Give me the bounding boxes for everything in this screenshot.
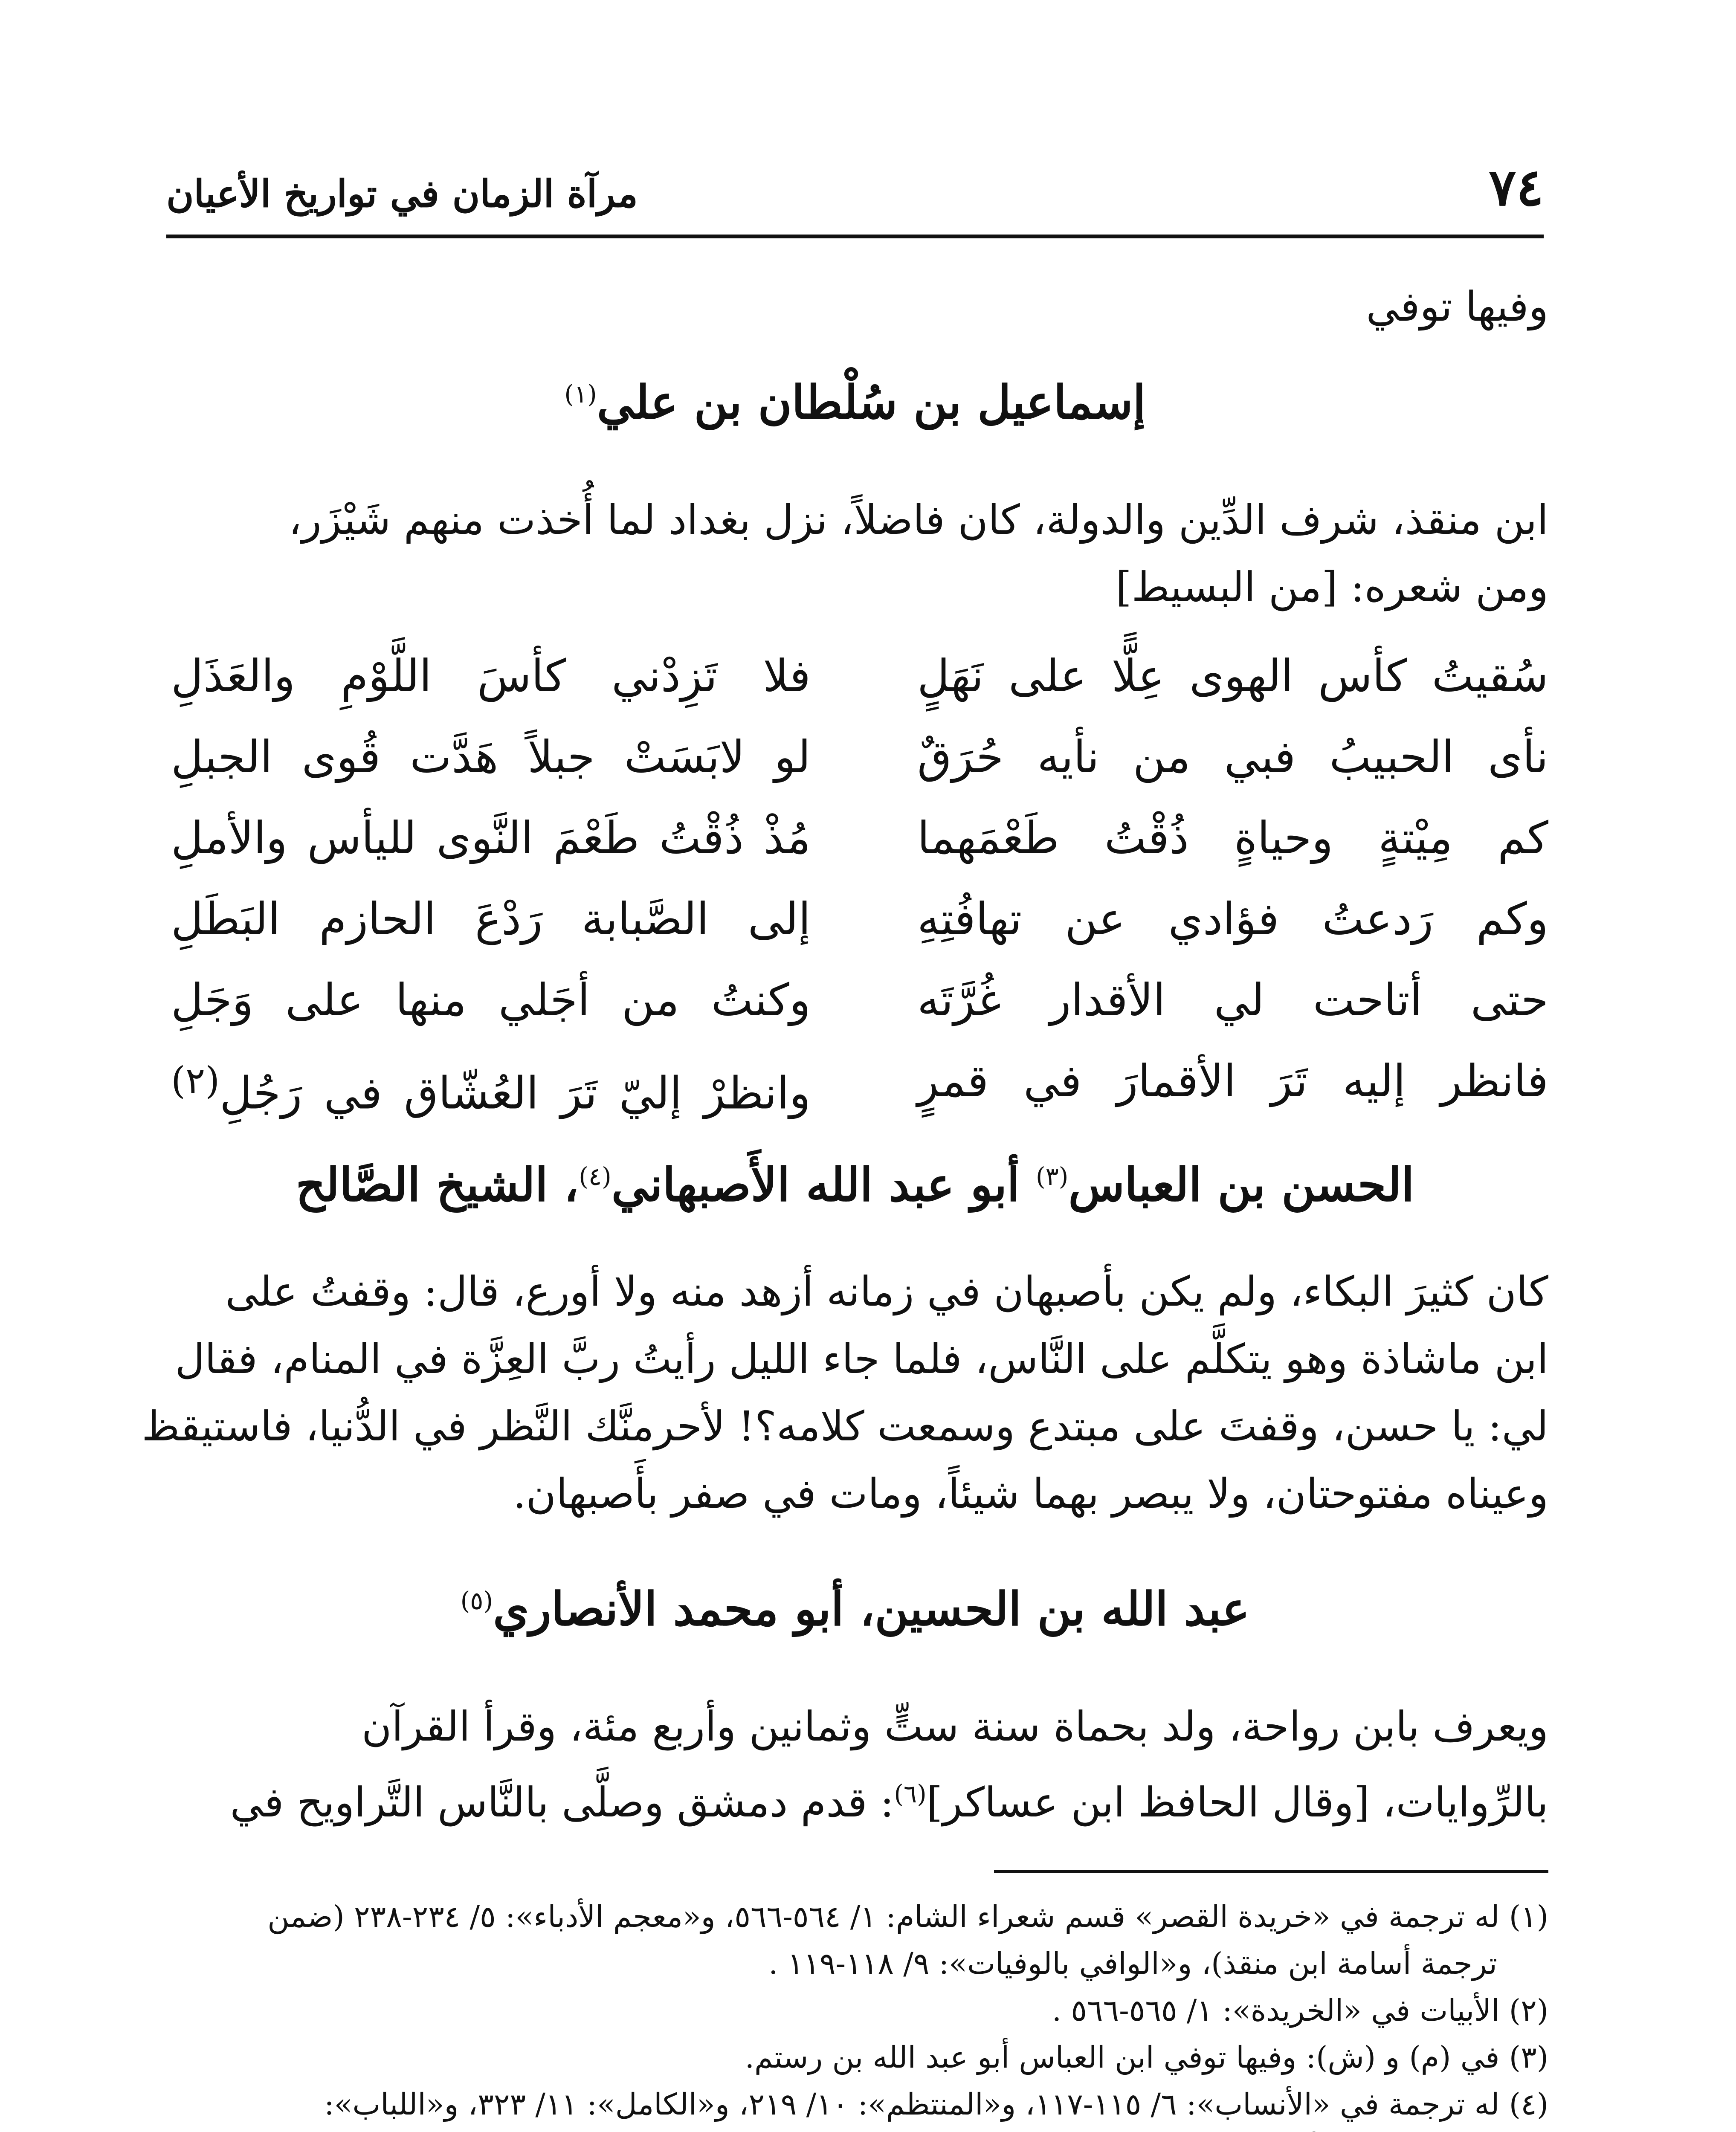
entry1-heading-text: إسماعيل بن سُلْطان بن علي xyxy=(597,376,1146,429)
entry3-heading-text: عبد الله بن الحسين، أبو محمد الأنصاري xyxy=(493,1582,1250,1636)
entry1-heading xyxy=(166,375,1544,431)
entry2-heading-name: الحسن بن العباس xyxy=(1068,1158,1414,1212)
entry2-body-line: ابن ماشاذة وهو يتكلَّم على النَّاس، فلما جاء الليل رأيتُ ربَّ العِزَّة في المنام، فقال xyxy=(175,1335,1548,1383)
verse-second-hemistich: إلى الصَّبابة رَدْعَ الحازم البَطَلِ xyxy=(171,893,811,945)
footnote-line: (٢) الأبيات في «الخريدة»: ١/ ٥٦٥-٥٦٦ . xyxy=(1052,1993,1548,2028)
page-number: ٧٤ xyxy=(1489,157,1544,217)
verse-second-hemistich: وكنتُ من أجَلي منها على وَجَلِ xyxy=(171,974,811,1026)
footnote-ref-2: (٢) xyxy=(171,1060,220,1102)
verse-first-hemistich: كم مِيْتةٍ وحياةٍ ذُقْتُ طَعْمَهما xyxy=(917,812,1548,864)
entry3-body xyxy=(192,1693,1548,1836)
footnote-line: (٤) له ترجمة في «الأنساب»: ٦/ ١١٥-١١٧، و«المنتظم»: ١٠/ ٢١٩، و«الكامل»: ١١/ ٣٢٣، و«اللباب»: xyxy=(324,2087,1548,2122)
verse-line xyxy=(171,883,1548,955)
entry1-body-line: ومن شعره: [من البسيط] xyxy=(1116,563,1548,611)
footnotes xyxy=(184,1893,1548,2132)
entry1-body-line: ابن منقذ، شرف الدِّين والدولة، كان فاضلاً، نزل بغداد لما أُخذت منهم شَيْزَر، xyxy=(288,496,1548,544)
intro-line: وفيها توفي xyxy=(1366,283,1548,330)
footnote-ref-3: (٣) xyxy=(1035,1162,1069,1191)
entry2-heading xyxy=(166,1158,1544,1213)
entry2-body-line: كان كثيرَ البكاء، ولم يكن بأصبهان في زمانه أزهد منه ولا أورع، قال: وقفتُ على xyxy=(225,1268,1548,1315)
footnote-ref-6: (٦) xyxy=(894,1779,927,1808)
verse-line xyxy=(171,721,1548,793)
verse-second-hemistich: لو لابَسَتْ جبلاً هَدَّت قُوى الجبلِ xyxy=(171,731,811,783)
header-divider xyxy=(166,235,1544,238)
footnote-ref-5: (٥) xyxy=(460,1586,493,1615)
footnote-line: ترجمة أسامة ابن منقذ)، و«الوافي بالوفيات»: ٩/ ١١٨-١١٩ . xyxy=(768,1946,1497,1981)
entry2-body-line: وعيناه مفتوحتان، ولا يبصر بهما شيئاً، ومات في صفر بأَصبهان. xyxy=(513,1470,1548,1518)
verse-line xyxy=(171,964,1548,1036)
footnote-divider xyxy=(994,1870,1548,1873)
book-title: مرآة الزمان في تواريخ الأعيان xyxy=(166,171,638,216)
verse-second-hemistich: مُذْ ذُقْتُ طَعْمَ النَّوى لليأس والأملِ xyxy=(171,812,811,864)
verse-line xyxy=(171,640,1548,712)
entry2-heading-kunya: أبو عبد الله الأَصبهاني xyxy=(611,1158,1020,1212)
verse-second-hemistich: فلا تَزِدْني كأسَ اللَّوْمِ والعَذَلِ xyxy=(171,650,811,702)
verse-first-hemistich: وكم رَدعتُ فؤادي عن تهافُتِهِ xyxy=(917,893,1548,945)
verse-first-hemistich: سُقيتُ كأس الهوى عِلًّا على نَهَلٍ xyxy=(917,650,1548,702)
footnote-line: (٣) في (م) و (ش): وفيها توفي ابن العباس أبو عبد الله بن رستم. xyxy=(745,2040,1548,2075)
footnote-line xyxy=(184,2128,1548,2132)
running-header xyxy=(166,158,1544,235)
verse-line xyxy=(171,1045,1548,1117)
entry3-heading xyxy=(166,1582,1544,1637)
entry3-body-line: ويعرف بابن رواحة، ولد بحماة سنة ستٍّ وثمانين وأربع مئة، وقرأ القرآن xyxy=(362,1703,1548,1750)
entry2-heading-title: ، الشيخ الصَّالح xyxy=(296,1158,579,1212)
verse-first-hemistich: حتى أتاحت لي الأقدار غُرَّتَه xyxy=(917,974,1548,1026)
footnote-ref-4: (٤) xyxy=(579,1162,612,1191)
entry2-body-line: لي: يا حسن، وقفتَ على مبتدع وسمعت كلامه؟! لأحرمنَّك النَّظر في الدُّنيا، فاستيقظ xyxy=(142,1402,1548,1450)
footnote-line: (١) له ترجمة في «خريدة القصر» قسم شعراء الشام: ١/ ٥٦٤-٥٦٦، و«معجم الأدباء»: ٥/ ٢٣٤-٢٣٨ (ضمن xyxy=(267,1899,1548,1934)
verse-second-hemistich: وانظرْ إليّ تَرَ العُشّاق في رَجُلِ$^{(٢)}$ xyxy=(171,1060,811,1119)
entry3-body-line: بالرِّوايات، [وقال الحافظ ابن عساكر]$^{(٦)}$: قدم دمشق وصلَّى بالنَّاس التَّراويح في xyxy=(230,1779,1548,1826)
verse-first-hemistich: فانظر إليه تَرَ الأقمارَ في قمرٍ xyxy=(917,1055,1548,1107)
entry2-body xyxy=(142,1258,1548,1527)
entry1-body xyxy=(192,486,1548,621)
verse-line xyxy=(171,802,1548,874)
footnote-ref-1: (١) xyxy=(564,379,597,408)
verse-first-hemistich: نأى الحبيبُ فبي من نأيه حُرَقٌ xyxy=(917,731,1548,783)
